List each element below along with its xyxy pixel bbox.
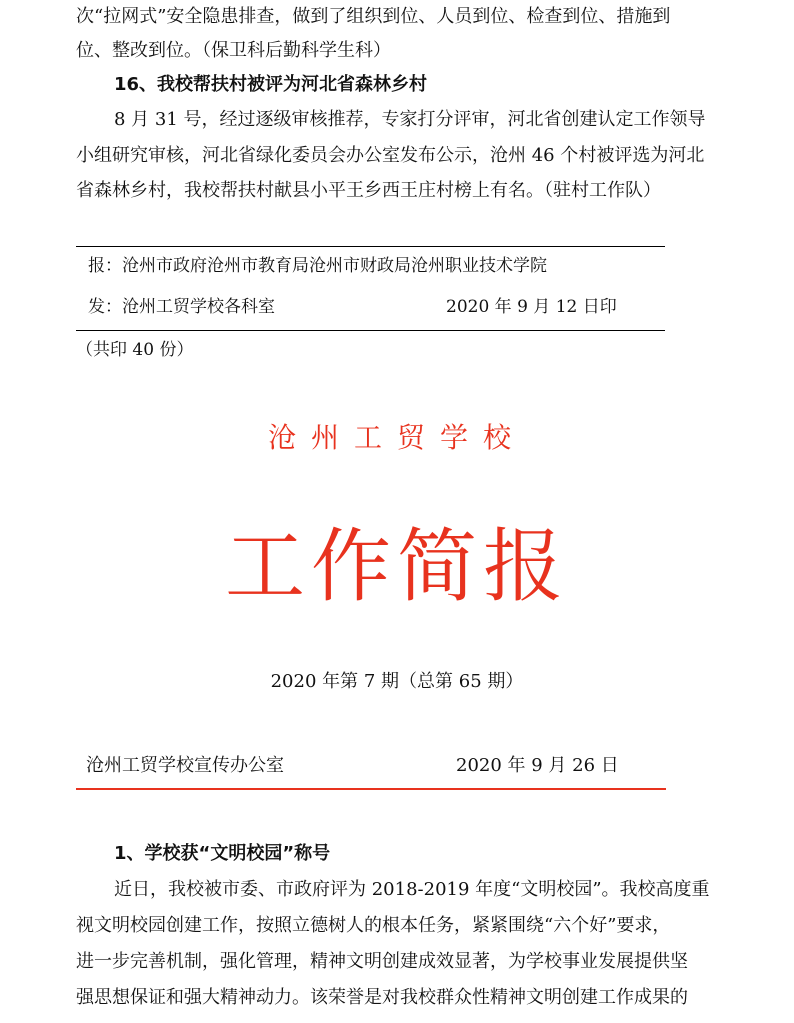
item16-paragraph-line: 8 月 31 号，经过逐级审核推荐，专家打分评审，河北省创建认定工作领导 (114, 109, 706, 130)
print-date: 2020 年 9 月 12 日印 (446, 297, 617, 317)
send-to-line: 发：沧州工贸学校各科室 (88, 297, 275, 317)
item1-paragraph-line: 视文明校园创建工作，按照立德树人的根本任务，紧紧围绕“六个好”要求， (76, 915, 671, 936)
masthead-red-rule (76, 788, 666, 790)
distribution-bottom-rule (76, 330, 665, 331)
distribution-top-rule (76, 246, 665, 247)
masthead-date: 2020 年 9 月 26 日 (456, 755, 619, 776)
item1-paragraph-line: 近日，我校被市委、市政府评为 2018-2019 年度“文明校园”。我校高度重 (114, 879, 710, 900)
item16-paragraph-line: 省森林乡村，我校帮扶村献县小平王乡西王庄村榜上有名。（驻村工作队） (76, 180, 661, 201)
masthead-office: 沧州工贸学校宣传办公室 (86, 755, 284, 776)
report-to-line: 报：沧州市政府沧州市教育局沧州市财政局沧州职业技术学院 (88, 256, 547, 276)
masthead-title: 工作简报 (225, 520, 569, 613)
item1-paragraph-line: 进一步完善机制，强化管理，精神文明创建成效显著，为学校事业发展提供坚 (76, 951, 688, 972)
item16-heading: 16、我校帮扶村被评为河北省森林乡村 (114, 74, 428, 95)
item1-paragraph-line: 强思想保证和强大精神动力。该荣誉是对我校群众性精神文明创建工作成果的 (76, 987, 688, 1008)
prev-article-line: 位、整改到位。（保卫科后勤科学生科） (76, 40, 391, 61)
item1-heading: 1、学校获“文明校园”称号 (114, 843, 331, 864)
prev-article-line: 次“拉网式”安全隐患排查，做到了组织到位、人员到位、检查到位、措施到 (76, 6, 671, 27)
item16-paragraph-line: 小组研究审核，河北省绿化委员会办公室发布公示，沧州 46 个村被评选为河北 (76, 145, 705, 166)
masthead-org: 沧州工贸学校 (267, 421, 526, 454)
copies-count: （共印 40 份） (76, 340, 194, 360)
issue-number: 2020 年第 7 期（总第 65 期） (270, 671, 524, 692)
